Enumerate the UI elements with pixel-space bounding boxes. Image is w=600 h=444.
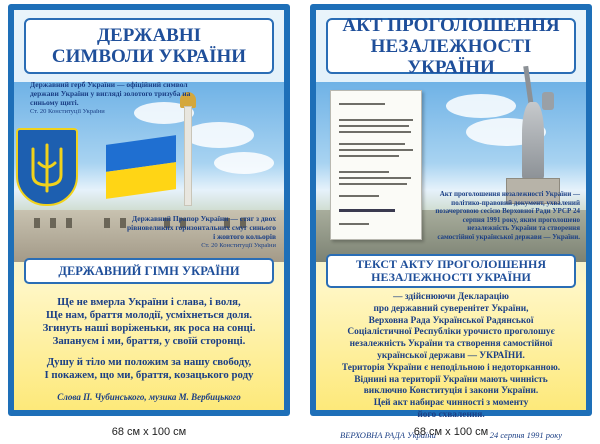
poster-title-line2: НЕЗАЛЕЖНОСТІ УКРАЇНИ	[370, 35, 532, 78]
monument-shield	[542, 92, 554, 110]
trident-coat-of-arms-icon	[16, 128, 78, 206]
poster-title-line1: АКТ ПРОГОЛОШЕННЯ	[342, 14, 560, 36]
ukraine-flag-icon	[106, 135, 176, 199]
anthem-author: Слова П. Чубинського, музика М. Вербицького	[57, 392, 241, 402]
act-caption: Акт проголошення незалежності України — політико-правовий документ, ухвалений позачерговою сесією Верховної Ради УРСР 24 серпня 1991 року, яким проголошено незалежність України та створення самостійної української держави — України.	[435, 190, 580, 241]
poster-title-line2: СИМВОЛИ УКРАЇНИ	[51, 46, 247, 67]
size-label-left: 68 см x 100 см	[111, 426, 187, 438]
poster-inner	[14, 10, 284, 410]
poster-state-symbols	[8, 4, 290, 416]
act-document-image	[330, 90, 422, 240]
act-signature: ВЕРХОВНА РАДА України 24 серпня 1991 року	[340, 429, 562, 440]
motherland-monument	[522, 102, 544, 180]
anthem-title: ДЕРЖАВНИЙ ГІМН УКРАЇНИ	[24, 258, 274, 284]
poster-title-line1: ДЕРЖАВНІ	[96, 25, 202, 46]
coat-caption: Державний герб України — офіційний символ держави України у вигляді золотого тризуба на синьому щиті. Ст. 20 Конституції України	[30, 80, 191, 115]
size-label-right: 68 см x 100 см	[413, 426, 489, 438]
act-text-title: ТЕКСТ АКТУ ПРОГОЛОШЕННЯ НЕЗАЛЕЖНОСТІ УКРАЇНИ	[326, 254, 576, 288]
flag-caption: Державний Прапор України — стяг з двох рівновеликих горизонтальних смуг синього і жовтого кольорів Ст. 20 Конституції України	[126, 214, 276, 249]
act-text: — здійснюючи Декларацію про державний суверенітет України, Верховна Рада Української Радянської Соціалістичної Республіки урочисто проголошує незалежність України та створення самостійної української держави — УКРАЇНИ. Територія України є неподільною і недоторканною. Віднині на території України мають чинність виключно Конституція і закони України. Цей акт набирає чинності з моменту його схвалення. ВЕРХОВНА РАДА України 24 серпня 1991 року	[324, 292, 578, 440]
anthem-text: Ще не вмерла України і слава, і воля, Ще нам, браття молодії, усміхнеться доля. Згинуть наші воріженьки, як роса на сонці. Запануєм і ми, браття, у своїй сторонці. Душу й тіло ми положим за нашу свободу, І покажем, що ми, браття, козацького роду Слова П. Чубинського, музика М. Вербицького	[22, 296, 276, 404]
independence-column	[184, 106, 192, 206]
poster-title	[24, 18, 274, 74]
poster-title	[326, 14, 576, 78]
